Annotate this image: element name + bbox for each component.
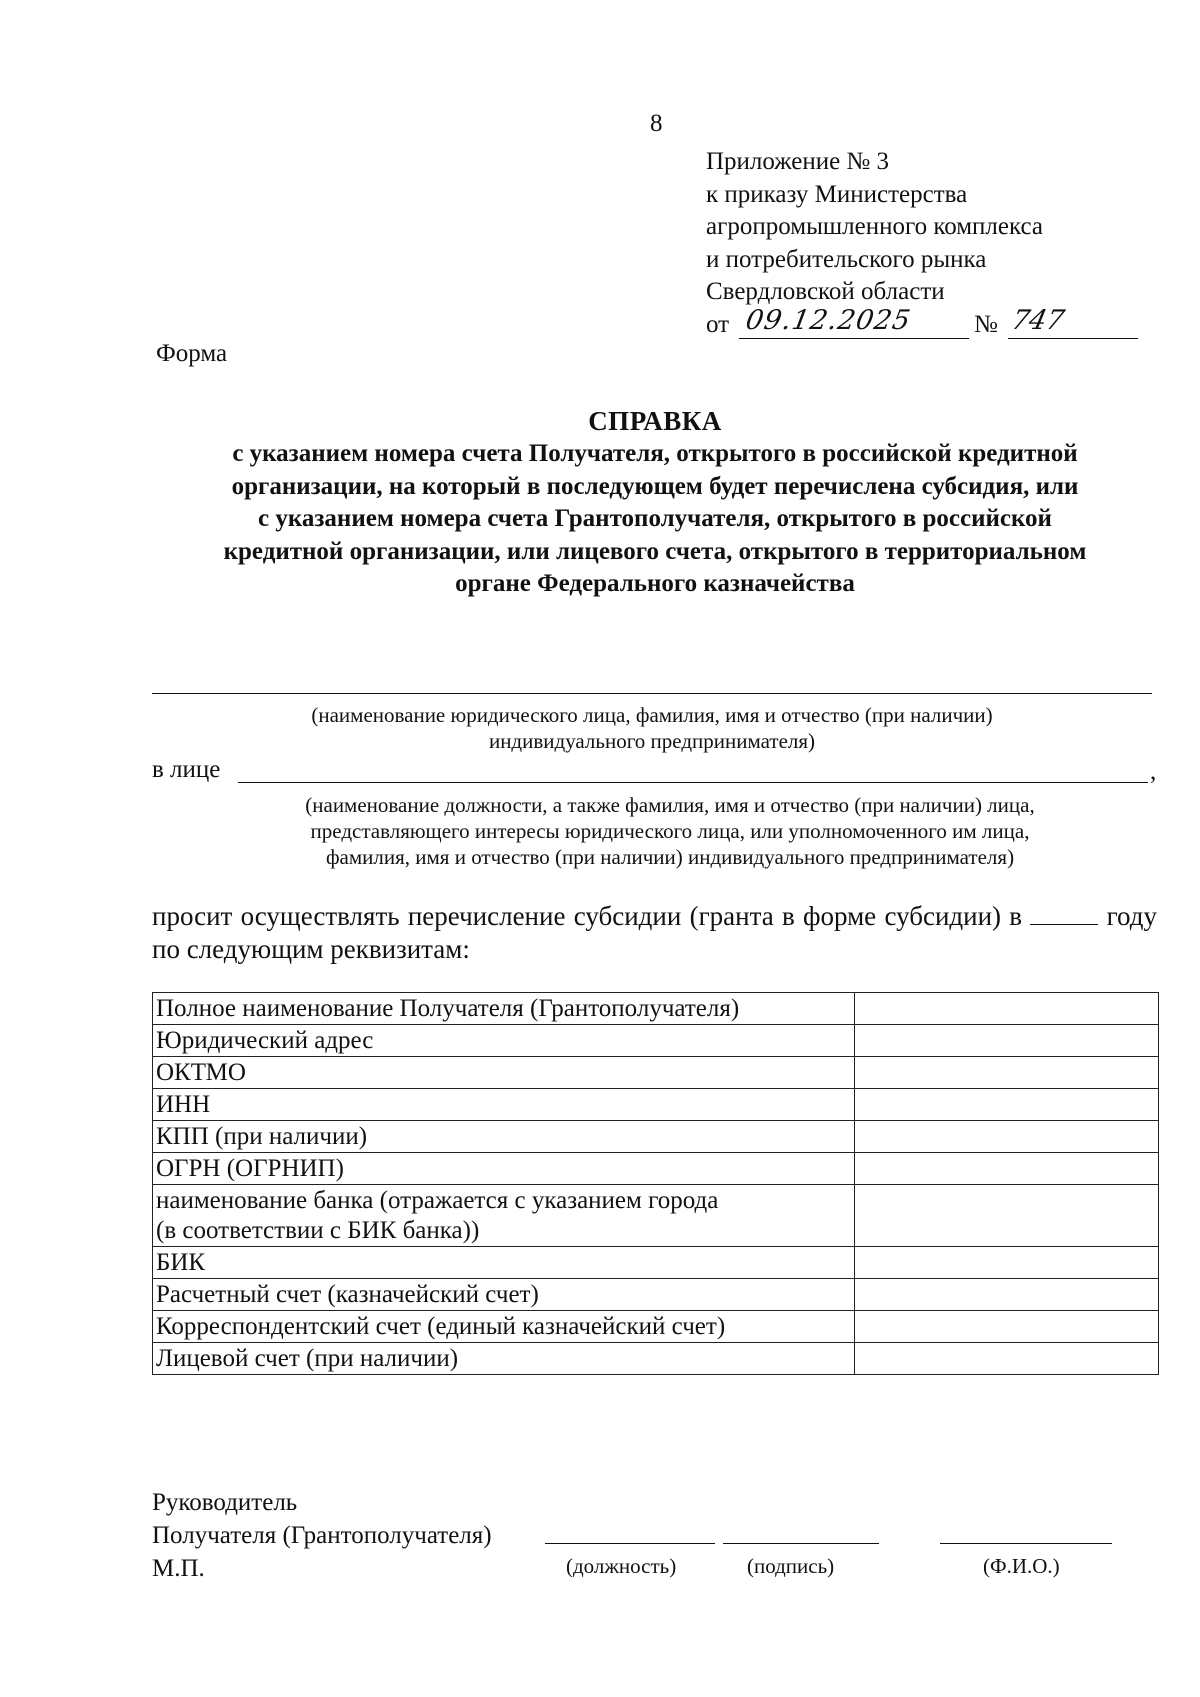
appendix-line: к приказу Министерства <box>706 180 968 208</box>
full-name-field[interactable] <box>940 1543 1112 1544</box>
handwritten-number: 747 <box>1008 304 1068 336</box>
signature-line-text: Руководитель <box>152 1489 298 1516</box>
title-line: организации, на который в последующем будет перечислена субсидия, или <box>231 472 1079 500</box>
table-row <box>153 1279 1159 1311</box>
table-row <box>153 1121 1159 1153</box>
requisite-value-cell[interactable] <box>854 1343 1158 1375</box>
year-field[interactable] <box>1030 906 1098 925</box>
table-row <box>153 1153 1159 1185</box>
signature-line-text: Получателя (Грантополучателя) <box>152 1522 492 1549</box>
table-row <box>153 1247 1159 1279</box>
request-text-continued: году по следующим реквизитам: <box>152 901 1158 964</box>
table-row <box>153 1343 1159 1375</box>
appendix-header <box>706 146 1068 345</box>
caption-line: (наименование юридического лица, фамилия, имя и отчество (при наличии) <box>311 703 993 727</box>
requisites-table <box>152 992 1159 1375</box>
number-underline <box>1008 338 1138 339</box>
date-label: от <box>706 310 730 338</box>
requisite-label: КПП (при наличии) <box>153 1121 855 1153</box>
full-name-caption: (Ф.И.О.) <box>983 1554 1060 1578</box>
table-row <box>153 1025 1159 1057</box>
table-row <box>153 1057 1159 1089</box>
requisite-label: БИК <box>153 1247 855 1279</box>
representative-caption <box>200 792 1140 870</box>
position-caption: (должность) <box>566 1554 677 1578</box>
requisite-value-cell[interactable] <box>854 1279 1158 1311</box>
title-line: с указанием номера счета Получателя, открытого в российской кредитной <box>232 440 1078 467</box>
signature-caption: (подпись) <box>747 1554 835 1578</box>
requisite-label: Расчетный счет (казначейский счет) <box>153 1279 855 1311</box>
requisite-value-cell[interactable] <box>854 1247 1158 1279</box>
date-underline <box>739 338 969 339</box>
table-row <box>153 1185 1159 1247</box>
title-main: СПРАВКА <box>588 406 722 436</box>
table-row <box>153 993 1159 1025</box>
caption-line: индивидуального предпринимателя) <box>488 729 816 753</box>
requisite-label-line: (в соответствии с БИК банка)) <box>156 1217 480 1244</box>
requisite-label: Юридический адрес <box>153 1025 855 1057</box>
caption-line: представляющего интересы юридического лица, или уполномоченного им лица, <box>310 819 1030 843</box>
organization-name-field[interactable] <box>152 693 1152 694</box>
requisite-label: ИНН <box>153 1089 855 1121</box>
requisite-value-cell[interactable] <box>854 1025 1158 1057</box>
requisite-value-cell[interactable] <box>854 1089 1158 1121</box>
request-text: просит осуществлять перечисление субсидии (гранта в форме субсидии) в <box>152 901 1023 931</box>
signature-field[interactable] <box>723 1543 879 1544</box>
requisite-label: ОГРН (ОГРНИП) <box>153 1153 855 1185</box>
requisite-value-cell[interactable] <box>854 1057 1158 1089</box>
request-paragraph <box>152 900 1157 966</box>
appendix-line: и потребительского рынка <box>706 245 987 273</box>
representative-comma: , <box>1150 758 1157 785</box>
stamp-label: М.П. <box>152 1555 205 1582</box>
appendix-line: агропромышленного комплекса <box>706 213 1044 240</box>
representative-label: в лице <box>152 756 221 783</box>
requisite-value-cell[interactable] <box>854 1121 1158 1153</box>
table-row <box>153 1311 1159 1343</box>
requisite-label <box>153 1185 855 1247</box>
handwritten-date: 09.12.2025 <box>743 304 914 336</box>
signature-block <box>152 1486 492 1585</box>
position-field[interactable] <box>545 1543 715 1544</box>
form-label: Форма <box>156 340 228 367</box>
caption-line: (наименование должности, а также фамилия, имя и отчество (при наличии) лица, <box>305 793 1035 817</box>
page-number: 8 <box>650 110 663 137</box>
appendix-line: Свердловской области <box>706 278 945 305</box>
requisite-label: ОКТМО <box>153 1057 855 1089</box>
document-title <box>150 404 1160 601</box>
requisite-label: Лицевой счет (при наличии) <box>153 1343 855 1375</box>
title-line: кредитной организации, или лицевого счета, открытого в территориальном <box>223 537 1087 565</box>
order-date-number-row <box>706 304 1068 345</box>
number-label: № <box>974 310 998 338</box>
requisite-value-cell[interactable] <box>854 993 1158 1025</box>
requisite-label: Полное наименование Получателя (Грантополучателя) <box>153 993 855 1025</box>
representative-field[interactable] <box>238 782 1148 783</box>
organization-caption <box>152 702 1152 754</box>
table-row <box>153 1089 1159 1121</box>
caption-line: фамилия, имя и отчество (при наличии) индивидуального предпринимателя) <box>325 845 1015 869</box>
title-line: органе Федерального казначейства <box>455 570 855 597</box>
appendix-line: Приложение № 3 <box>706 148 890 175</box>
requisite-label-line: наименование банка (отражается с указанием города <box>156 1187 719 1214</box>
requisite-value-cell[interactable] <box>854 1311 1158 1343</box>
requisite-label: Корреспондентский счет (единый казначейский счет) <box>153 1311 855 1343</box>
requisite-value-cell[interactable] <box>854 1153 1158 1185</box>
title-line: с указанием номера счета Грантополучателя, открытого в российской <box>258 505 1052 532</box>
requisite-value-cell[interactable] <box>854 1185 1158 1247</box>
